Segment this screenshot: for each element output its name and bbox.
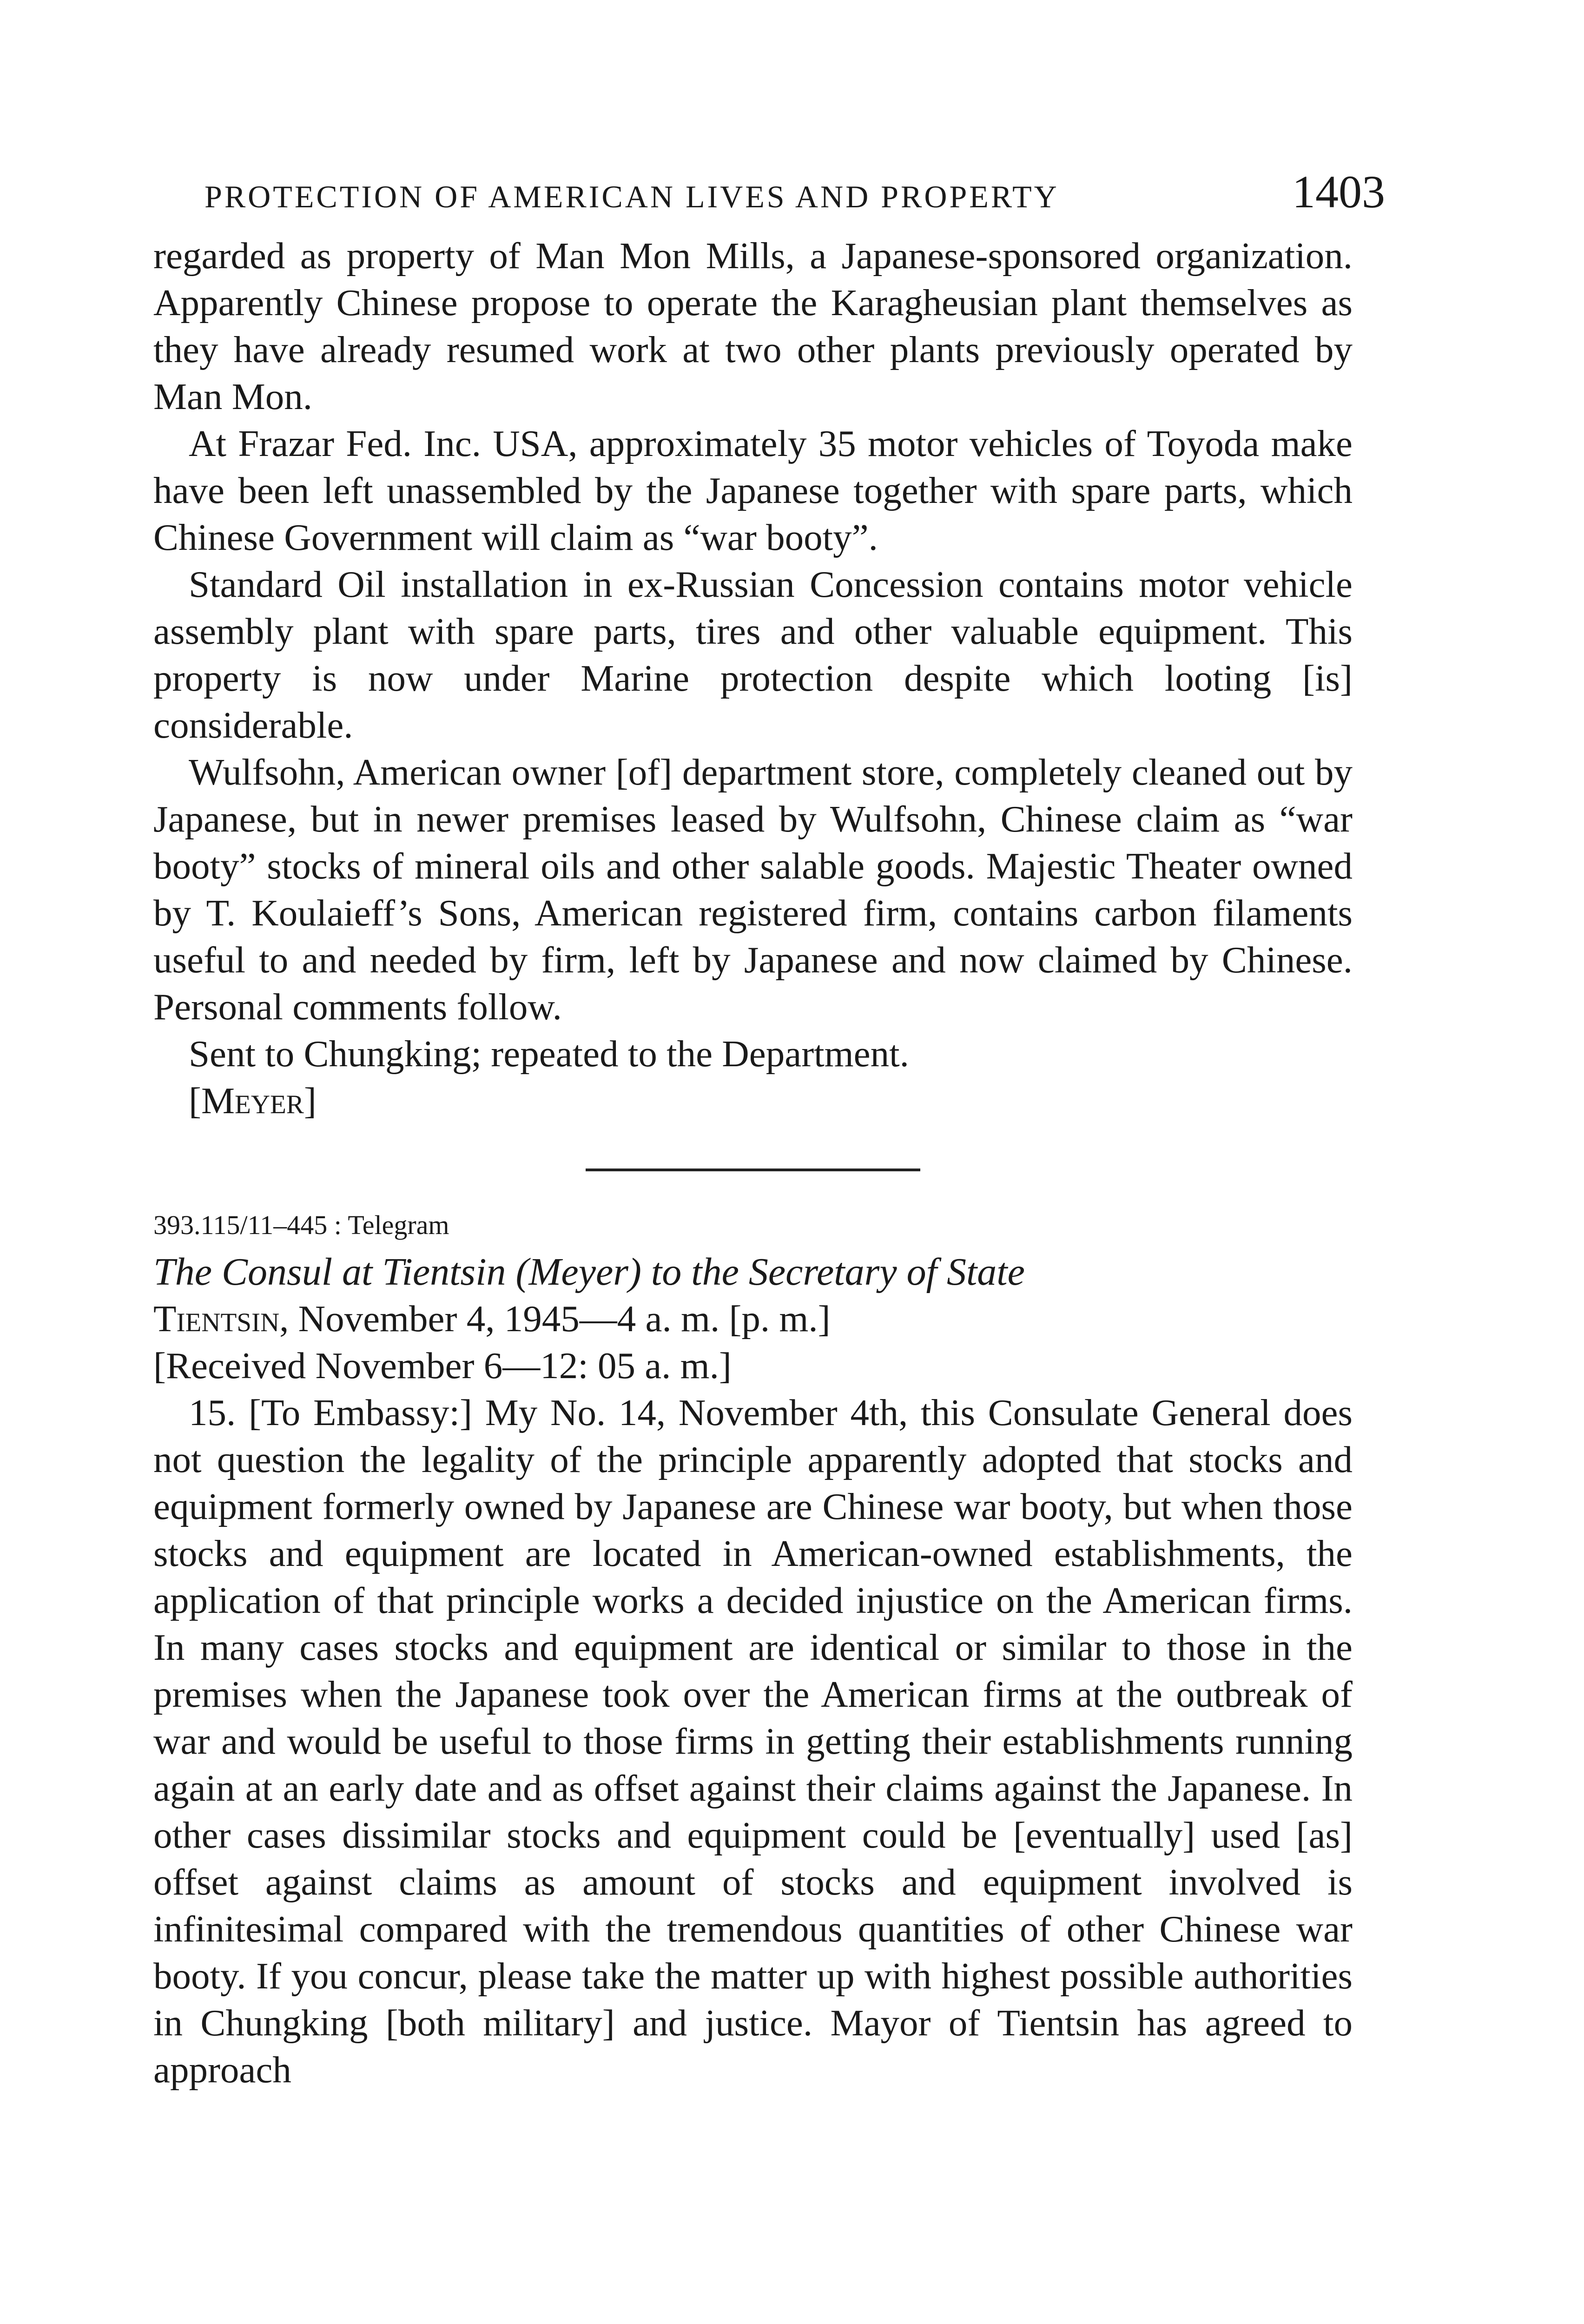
dateline-place: Tientsin, <box>153 1298 289 1340</box>
received-line: [Received November 6—12: 05 a. m.] <box>153 1345 732 1386</box>
dateline <box>153 1295 1353 1342</box>
continuation-paragraph-3: Standard Oil installation in ex-Russian Concession contains motor vehicle assembly plant with spare parts, tires and other valuable equipment. This property is now under Marine protection despite which looting [is] considerable. <box>153 563 1353 746</box>
continuation-paragraph-4: Wulfsohn, American owner [of] department store, completely cleaned out by Japanese, but in newer premises leased by Wulfsohn, Chinese claim as “war booty” stocks of mineral oils and other salable goods. Majestic Theater owned by T. Koulaieff’s Sons, American registered firm, contains carbon filaments useful to and needed by firm, left by Japanese and now claimed by Chinese. Personal comments follow. <box>153 751 1353 1028</box>
running-title: PROTECTION OF AMERICAN LIVES AND PROPERTY <box>205 179 1059 214</box>
section-divider <box>586 1169 920 1171</box>
continuation-paragraph-1: regarded as property of Man Mon Mills, a Japanese-sponsored organization. Apparently Chinese propose to operate the Karagheusian plant themselves as they have already resumed work at two other plants previously operated by Man Mon. <box>153 235 1353 417</box>
signature <box>153 1077 1353 1124</box>
document-title: The Consul at Tientsin (Meyer) to the Secretary of State <box>153 1250 1025 1294</box>
dateline-date: November 4, 1945—4 a. m. [p. m.] <box>298 1298 831 1340</box>
running-head <box>205 165 1385 218</box>
signature-text: [Meyer] <box>189 1080 317 1122</box>
page-number: 1403 <box>1292 166 1385 218</box>
continuation-paragraph-5: Sent to Chungking; repeated to the Department. <box>189 1033 909 1075</box>
body-text <box>153 232 1353 2093</box>
telegram-body: 15. [To Embassy:] My No. 14, November 4th, this Consulate General does not question the legality of the principle apparently adopted that stocks and equipment formerly owned by Japanese are Chinese war booty, but when those stocks and equipment are located in American-owned establishments, the application of that principle works a decided injustice on the American firms. In many cases stocks and equipment are identical or similar to those in the premises when the Japanese took over the American firms at the outbreak of war and would be useful to those firms in getting their establishments running again at an early date and as offset against their claims against the Japanese. In other cases dissimilar stocks and equipment could be [eventually] used [as] offset against claims as amount of stocks and equipment involved is infinitesimal compared with the tremendous quantities of other Chinese war booty. If you concur, please take the matter up with highest possible authorities in Chungking [both military] and justice. Mayor of Tientsin has agreed to approach <box>153 1392 1353 2091</box>
document-reference: 393.115/11–445 : Telegram <box>153 1210 449 1240</box>
continuation-paragraph-2: At Frazar Fed. Inc. USA, approximately 35 motor vehicles of Toyoda make have been left unassembled by the Japanese together with spare parts, which Chinese Government will claim as “war booty”. <box>153 423 1353 558</box>
